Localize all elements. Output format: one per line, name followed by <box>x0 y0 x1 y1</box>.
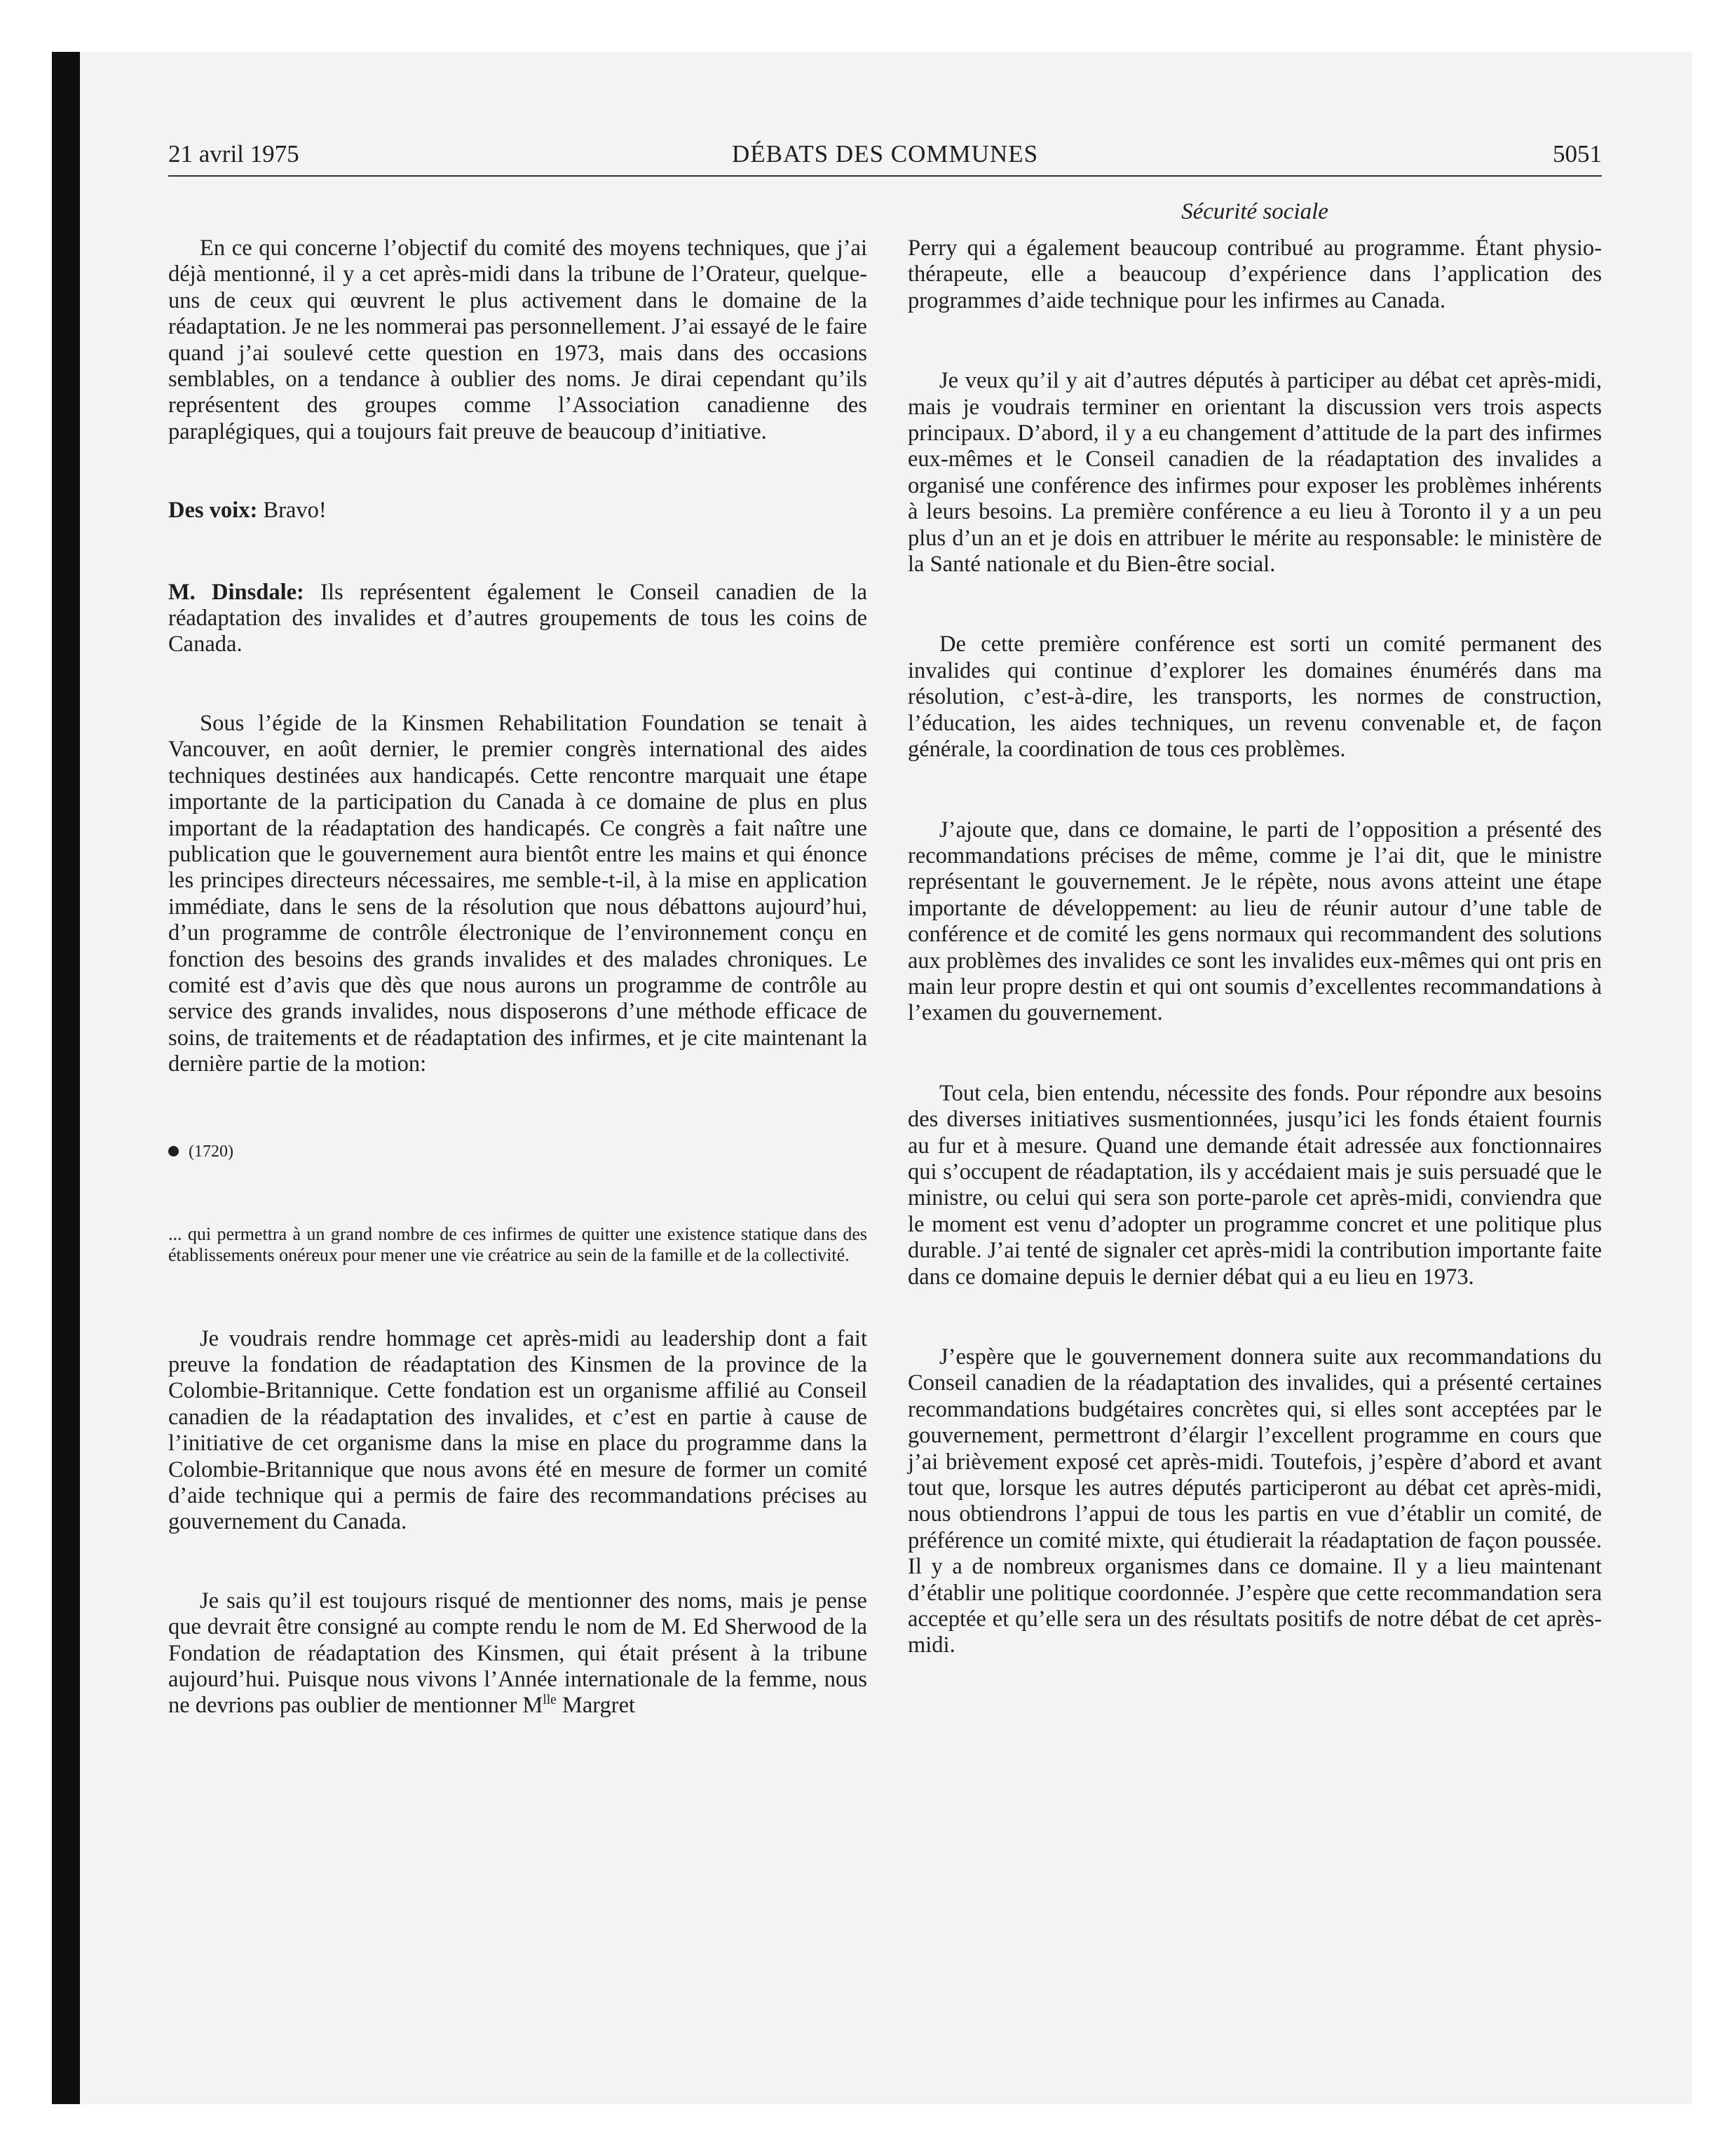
paragraph: Je veux qu’il y ait d’autres députés à participer au débat cet après-midi, mais je voudrais terminer en orientant la discussion vers trois aspects principaux. D’abord, il y a eu changement d’attitude de la part des infirmes eux-mêmes et le Conseil canadien de la réadaptation des invalides a organisé une conférence des infirmes pour exposer les problèmes inhérents à leurs besoins. La première conférence a eu lieu à Toronto il y a un peu plus d’un an et je dois en attribuer le mérite au responsable: le ministère de la Santé nationale et du Bien-être social. <box>908 368 1602 578</box>
speech <box>168 580 867 658</box>
speech-text: Bravo! <box>257 498 327 524</box>
interjection <box>168 498 867 524</box>
paragraph <box>168 1588 867 1719</box>
paragraph: Sous l’égide de la Kinsmen Rehabilitation Foundation se tenait à Vancouver, en août dernier, le premier congrès international des aides techniques destinées aux handicapés. Cette rencontre marquait une étape importante de la participation du Canada à ce domaine de plus en plus important de la réadaptation des handicapés. Ce congrès a fait naître une publication que le gouvernement aura bientôt entre les mains et qui énonce les principes directeurs nécessaires, me semble-t-il, à la mise en application immédiate, dans le sens de la résolution que nous débattons aujourd’hui, d’un programme de contrôle électronique de l’environnement conçu en fonction des besoins des grands invalides et des malades chroniques. Le comité est d’avis que dès que nous aurons un programme de contrôle au service des grands invalides, nous disposerons d’une méthode efficace de soins, de traitements et de réadaptation des infirmes, et je cite maintenant la dernière partie de la motion: <box>168 710 867 1077</box>
bullet-dot-icon <box>168 1146 179 1157</box>
speaker-name: M. Dinsdale: <box>168 579 304 605</box>
paragraph-text-end: Margret <box>556 1693 636 1719</box>
superscript: lle <box>543 1693 557 1708</box>
header-rule <box>168 175 1602 177</box>
speaker-name: Des voix: <box>168 498 258 524</box>
paragraph: Je voudrais rendre hommage cet après-midi au leadership dont a fait preuve la fondation de réadaptation des Kinsmen de la province de la Colombie-Britannique. Cette fondation est un organisme affilié au Conseil canadien de la réadaptation des invalides, et c’est en partie à cause de l’initiative de cet organisme dans la mise en place du programme dans la Colombie-Britannique que nous avons été en mesure de former un comité d’aide technique qui a permis de faire des recommandations précises au gouvernement du Canada. <box>168 1325 867 1535</box>
paragraph: En ce qui concerne l’objectif du comité des moyens techniques, que j’ai déjà mentionné, il y a cet après-midi dans la tribune de l’Orateur, quelque-uns de ceux qui œuvrent le plus activement dans le domaine de la réadaptation. Je ne les nommerai pas personnellement. J’ai essayé de le faire quand j’ai soulevé cette question en 1973, mais dans des occasions semblables, on a tendance à oublier des noms. Je dirai cependant qu’ils représentent des groupes comme l’Association canadienne des paraplégiques, qui a toujours fait preuve de beaucoup d’initiative. <box>168 236 867 444</box>
paragraph-continued: Perry qui a également beaucoup contribué au programme. Étant physio-thérapeute, elle a beaucoup d’expérience dans l’application des programmes d’aide technique pour les infirmes au Canada. <box>908 236 1602 313</box>
scan-binding-edge <box>52 52 80 2104</box>
time-marker-label: (1720) <box>189 1142 233 1161</box>
header-date: 21 avril 1975 <box>168 140 299 168</box>
paragraph: J’espère que le gouvernement donnera suite aux recommandations du Conseil canadien de la réadaptation des invalides, qui a présenté certaines recommandations budgétaires concrètes qui, si elles sont acceptées par le gouvernement, permettront d’élargir l’excellent programme en cours que j’ai brièvement exposé cet après-midi. Toutefois, j’espère d’abord et avant tout que, lorsque les autres députés participeront au débat cet après-midi, nous obtiendrons l’appui de tous les partis en vue d’établir un comité, de préférence un comité mixte, qui étudierait la réadaptation de façon poussée. Il y a de nombreux organismes dans ce domaine. Il y a lieu maintenant d’établir une politique coordonnée. J’espère que cette recommandation sera acceptée et qu’elle sera un des résultats positifs de notre débat de cet après-midi. <box>908 1344 1602 1658</box>
paragraph: Tout cela, bien entendu, nécessite des fonds. Pour répondre aux besoins des diverses initiatives susmentionnées, jusqu’ici les fonds étaient fournis au fur et à mesure. Quand une demande était adressée aux fonctionnaires qui s’occupent de réadaptation, ils y accédaient mais je suis persuadé que le ministre, ou celui qui sera son porte-parole cet après-midi, conviendra que le moment est venu d’adopter un programme concret et une politique plus durable. J’ai tenté de signaler cet après-midi la contribution importante faite dans ce domaine depuis le dernier débat qui a eu lieu en 1973. <box>908 1080 1602 1290</box>
block-quote: ... qui permettra à un grand nombre de ces infirmes de quitter une existence statique dans des établissements onéreux pour mener une vie créatrice au sein de la famille et de la collectivité. <box>168 1223 867 1266</box>
running-head: Sécurité sociale <box>1181 199 1328 224</box>
right-column <box>908 236 1602 1659</box>
header-title: DÉBATS DES COMMUNES <box>731 140 1039 168</box>
paragraph-text: Je sais qu’il est toujours risqué de mentionner des noms, mais je pense que devrait être consigné au compte rendu le nom de M. Ed Sherwood de la Fondation de réadaptation des Kinsmen, qui était présent à la tribune aujourd’hui. Puisque nous vivons l’Année internationale de la femme, nous ne devrions pas oublier de mentionner M <box>168 1588 867 1719</box>
speech-text: Ils représentent également le Conseil canadien de la réadaptation des invalides et d’autres groupements de tous les coins de Canada. <box>168 579 868 657</box>
left-column <box>168 236 867 1719</box>
page-number: 5051 <box>1553 140 1602 168</box>
paragraph: J’ajoute que, dans ce domaine, le parti de l’opposition a présenté des recommandations précises de même, comme je l’ai dit, que le ministre représentant le gouvernement. Je le répète, nous avons atteint une étape importante de développement: au lieu de réunir autour d’une table de conférence et de comité les gens normaux qui recommandent des solutions aux problèmes des invalides ce sont les invalides eux-mêmes qui ont pris en main leur propre destin et qui ont soumis d’excellentes recommandations à l’examen du gouvernement. <box>908 817 1602 1026</box>
time-marker <box>168 1141 867 1162</box>
page-header <box>168 140 1602 175</box>
paragraph: De cette première conférence est sorti un comité permanent des invalides qui continue d’explorer les domaines énumérés dans ma résolution, c’est-à-dire, les transports, les normes de construction, l’éducation, les aides techniques, un revenu convenable et, de façon générale, la coordination de tous ces problèmes. <box>908 632 1602 763</box>
